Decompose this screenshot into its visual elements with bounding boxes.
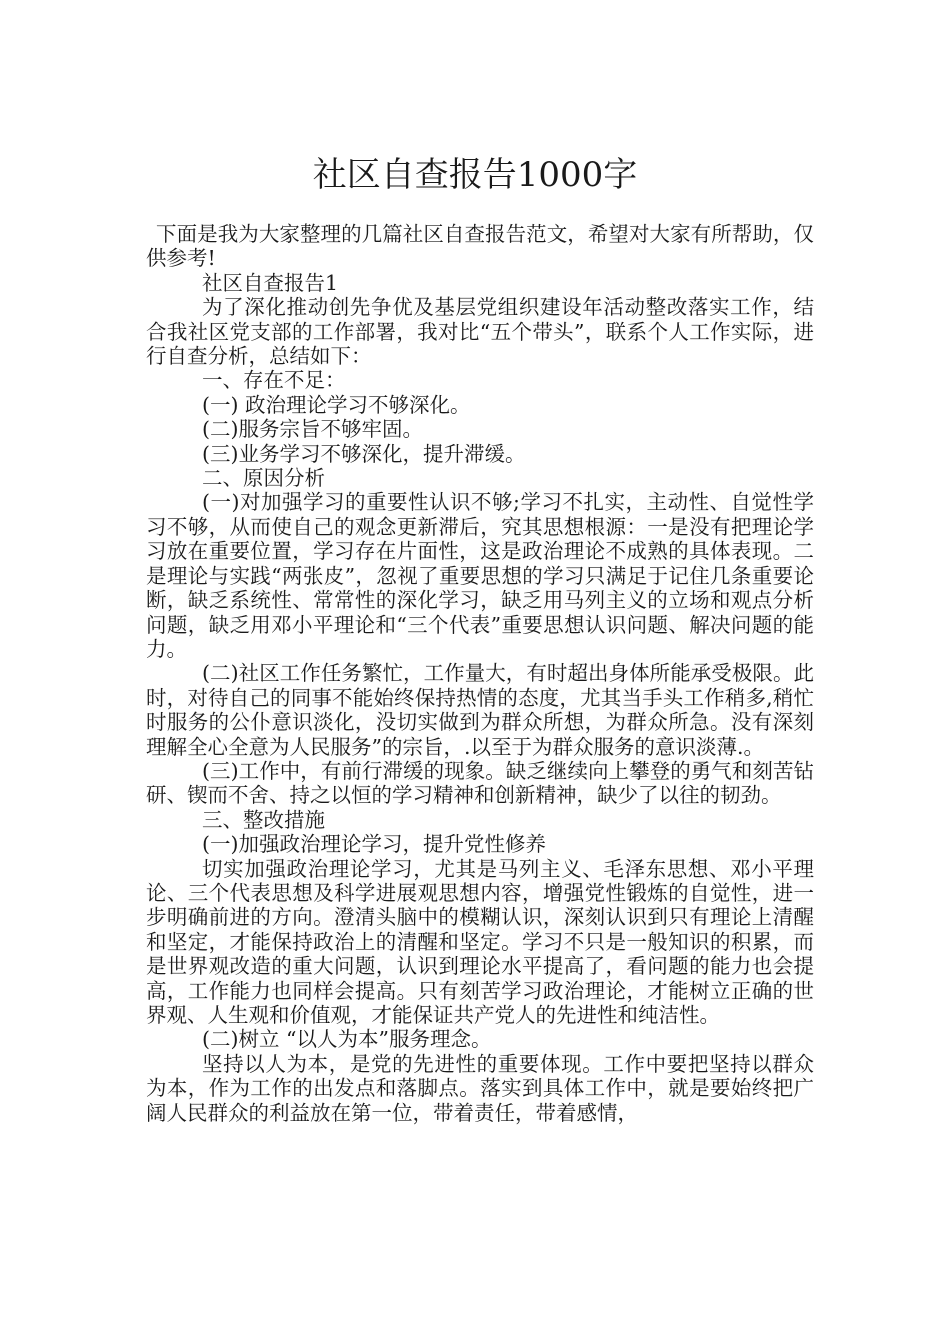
paragraph: 一、存在不足： <box>202 368 346 393</box>
paragraph: 三、整改措施 <box>202 807 325 832</box>
paragraph: 切实加强政治理论学习，尤其是马列主义、毛泽东思想、邓小平理论、三个代表思想及科学进展观思想内容，增强党性锻炼的自觉性，进一步明确前进的方向。澄清头脑中的模糊认识，深刻认识到只有理论上清醒和坚定，才能保持政治上的清醒和坚定。学习不只是一般知识的积累，而是世界观改造的重大问题，认识到理论水平提高了，看问题的能力也会提高，工作能力也同样会提高。只有刻苦学习政治理论，才能树立正确的世界观、人生观和价值观，才能保证共产党人的先进性和纯洁性。 <box>146 856 814 1027</box>
paragraph: (二)服务宗旨不够牢固。 <box>202 417 423 442</box>
paragraph: (一)加强政治理论学习，提升党性修养 <box>202 832 546 857</box>
paragraph: (二)树立 “以人为本”服务理念。 <box>202 1027 492 1052</box>
paragraph: (一)对加强学习的重要性认识不够;学习不扎实，主动性、自觉性学习不够，从而使自己的观念更新滞后，究其思想根源：一是没有把理论学习放在重要位置，学习存在片面性，这是政治理论不成熟的具体表现。二是理论与实践“两张皮”，忽视了重要思想的学习只满足于记住几条重要论断，缺乏系统性、常常性的深化学习，缺乏用马列主义的立场和观点分析问题，缺乏用邓小平理论和“三个代表”重要思想认识问题、解决问题的能力。 <box>146 490 814 661</box>
paragraph: 下面是我为大家整理的几篇社区自查报告范文，希望对大家有所帮助，仅供参考! <box>146 222 814 271</box>
paragraph: (一) 政治理论学习不够深化。 <box>202 392 471 417</box>
paragraph: 坚持以人为本，是党的先进性的重要体现。工作中要把坚持以群众为本，作为工作的出发点和落脚点。落实到具体工作中，就是要始终把广阔人民群众的利益放在第一位，带着责任，带着感情， <box>146 1051 814 1125</box>
paragraph: 为了深化推动创先争优及基层党组织建设年活动整改落实工作，结合我社区党支部的工作部署，我对比“五个带头”，联系个人工作实际，进行自查分析，总结如下： <box>146 295 814 369</box>
paragraph: (三)工作中，有前行滞缓的现象。缺乏继续向上攀登的勇气和刻苦钻研、锲而不舍、持之以恒的学习精神和创新精神，缺少了以往的韧劲。 <box>146 758 814 808</box>
document-body <box>146 222 814 1125</box>
paragraph: (三)业务学习不够深化，提升滞缓。 <box>202 441 526 466</box>
paragraph: 二、原因分析 <box>202 466 325 491</box>
document-title: 社区自查报告1000字 <box>312 154 638 195</box>
paragraph: (二)社区工作任务繁忙，工作量大，有时超出身体所能承受极限。此时，对待自己的同事不能始终保持热情的态度，尤其当手头工作稍多,稍忙时服务的公仆意识淡化，没切实做到为群众所想，为群众所急。没有深刻理解全心全意为人民服务”的宗旨，.以至于为群众服务的意识淡薄.。 <box>146 661 814 759</box>
paragraph: 社区自查报告1 <box>202 270 339 295</box>
